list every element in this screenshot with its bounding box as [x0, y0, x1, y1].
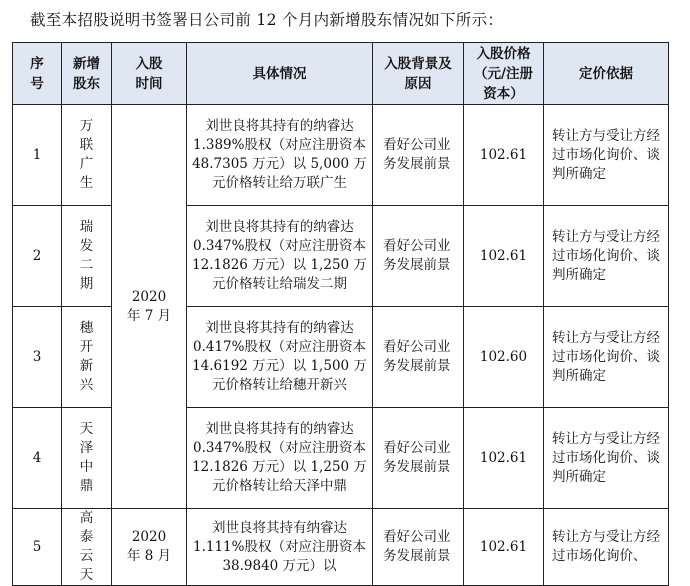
cell-seq: 4 [13, 408, 62, 509]
cell-date-aug: 2020 年 8 月 [112, 509, 187, 586]
table-row [13, 105, 669, 206]
header-date: 入股时间 [112, 43, 187, 105]
cell-background: 看好公司业务发展前景 [373, 105, 464, 206]
new-shareholders-table [12, 42, 669, 586]
cell-background: 看好公司业务发展前景 [373, 408, 464, 509]
cell-background: 看好公司业务发展前景 [373, 307, 464, 408]
cell-seq: 1 [13, 105, 62, 206]
cell-price: 102.60 [464, 307, 544, 408]
table-header-row [13, 43, 669, 105]
cell-price: 102.61 [464, 105, 544, 206]
cell-details: 刘世良将其持有的纳睿达 0.347%股权（对应注册资本 12.1826 万元）以 1,250 万元价格转让给天泽中鼎 [187, 408, 373, 509]
cell-basis: 转让方与受让方经过市场化询价、 [544, 509, 669, 586]
cell-basis: 转让方与受让方经过市场化询价、谈判所确定 [544, 408, 669, 509]
cell-seq: 2 [13, 206, 62, 307]
cell-basis: 转让方与受让方经过市场化询价、谈判所确定 [544, 105, 669, 206]
cell-details: 刘世良将其持有的纳睿达 0.347%股权（对应注册资本 12.1826 万元）以 1,250 万元价格转让给瑞发二期 [187, 206, 373, 307]
cell-background: 看好公司业务发展前景 [373, 206, 464, 307]
cell-background: 看好公司业务发展前景 [373, 509, 464, 586]
table-row [13, 408, 669, 509]
cell-details: 刘世良将其持有纳睿达 1.111%股权（对应注册资本 38.9840 万元）以 [187, 509, 373, 586]
header-basis: 定价依据 [544, 43, 669, 105]
table-row [13, 307, 669, 408]
cell-shareholder: 高泰云天 [62, 509, 112, 586]
header-price: 入股价格（元/注册资本） [464, 43, 544, 105]
header-seq: 序号 [13, 43, 62, 105]
header-details: 具体情况 [187, 43, 373, 105]
cell-details: 刘世良将其持有的纳睿达 0.417%股权（对应注册资本 14.6192 万元）以 1,500 万元价格转让给穗开新兴 [187, 307, 373, 408]
cell-seq: 3 [13, 307, 62, 408]
cell-basis: 转让方与受让方经过市场化询价、谈判所确定 [544, 307, 669, 408]
cell-shareholder: 瑞发二期 [62, 206, 112, 307]
cell-date-jul: 2020 年 7 月 [112, 105, 187, 509]
cell-shareholder: 穗开新兴 [62, 307, 112, 408]
header-background: 入股背景及原因 [373, 43, 464, 105]
cell-shareholder: 天泽中鼎 [62, 408, 112, 509]
cell-basis: 转让方与受让方经过市场化询价、谈判所确定 [544, 206, 669, 307]
header-shareholder: 新增股东 [62, 43, 112, 105]
cell-shareholder: 万联广生 [62, 105, 112, 206]
table-row [13, 206, 669, 307]
table-row [13, 509, 669, 586]
cell-price: 102.61 [464, 408, 544, 509]
intro-text: 截至本招股说明书签署日公司前 12 个月内新增股东情况如下所示： [30, 11, 504, 29]
cell-seq: 5 [13, 509, 62, 586]
cell-details: 刘世良将其持有的纳睿达 1.389%股权（对应注册资本 48.7305 万元）以 5,000 万元价格转让给万联广生 [187, 105, 373, 206]
cell-price: 102.61 [464, 206, 544, 307]
cell-price: 102.61 [464, 509, 544, 586]
